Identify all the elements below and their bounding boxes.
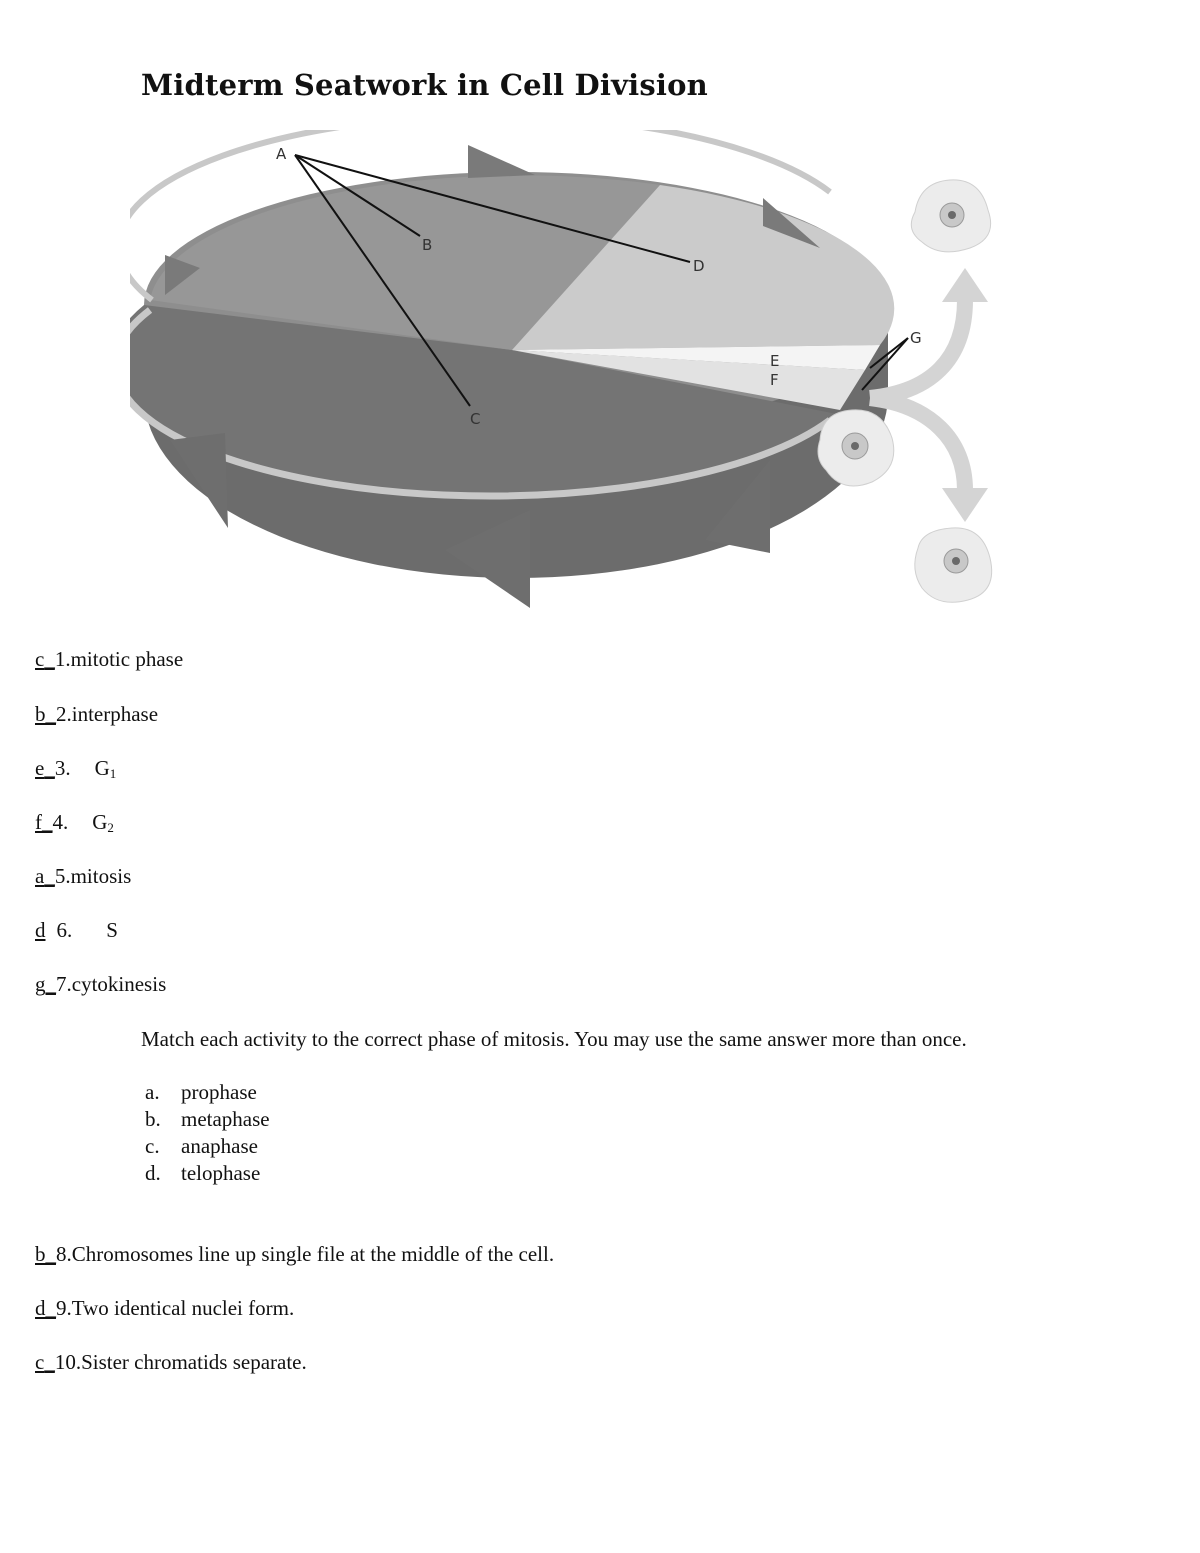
option-b <box>145 1107 270 1132</box>
question-4 <box>35 810 114 836</box>
label-g: G <box>910 329 922 347</box>
question-9 <box>35 1296 294 1321</box>
cytokinesis-arrowhead-up <box>942 268 988 302</box>
answer: f_ <box>35 810 53 834</box>
answer: b_ <box>35 702 56 726</box>
question-text: mitosis <box>70 864 132 888</box>
option-letter: d. <box>145 1161 161 1185</box>
option-d <box>145 1161 260 1186</box>
option-text: metaphase <box>181 1107 270 1131</box>
question-number: 6. <box>56 918 73 942</box>
question-number: 10. <box>54 1350 82 1374</box>
subscript: 2 <box>107 820 114 835</box>
label-b: B <box>422 236 433 254</box>
option-c <box>145 1134 258 1159</box>
label-c: C <box>470 410 481 428</box>
question-number: 7. <box>56 972 72 996</box>
question-text: G <box>92 810 108 834</box>
answer: a_ <box>35 864 55 888</box>
arrow-fin-bottom-left <box>170 433 228 528</box>
cell-cycle-diagram <box>130 130 1030 620</box>
question-text: interphase <box>71 702 159 726</box>
label-a: A <box>276 145 287 163</box>
cytokinesis-arrowhead-down <box>942 488 988 522</box>
question-8 <box>35 1242 554 1267</box>
cell-icon-middle <box>818 410 894 486</box>
question-3 <box>35 756 116 782</box>
option-letter: c. <box>145 1134 160 1158</box>
answer: c_ <box>35 1350 55 1374</box>
option-letter: a. <box>145 1080 160 1104</box>
label-d: D <box>693 257 705 275</box>
subscript: 1 <box>109 766 117 781</box>
option-letter: b. <box>145 1107 161 1131</box>
question-number: 4. <box>52 810 69 834</box>
label-f: F <box>770 371 779 389</box>
question-text: S <box>106 918 118 942</box>
question-text: Sister chromatids separate. <box>81 1350 307 1374</box>
question-1 <box>35 647 183 672</box>
question-5 <box>35 864 131 889</box>
question-6 <box>35 918 118 943</box>
label-e: E <box>770 352 780 370</box>
answer: g_ <box>35 972 56 996</box>
question-2 <box>35 702 158 727</box>
question-number: 2. <box>56 702 72 726</box>
page-title: Midterm Seatwork in Cell Division <box>141 68 708 102</box>
question-10 <box>35 1350 307 1375</box>
question-number: 8. <box>56 1242 72 1266</box>
question-text: cytokinesis <box>71 972 167 996</box>
question-number: 9. <box>56 1296 72 1320</box>
question-number: 5. <box>54 864 71 888</box>
question-text: Chromosomes line up single file at the middle of the cell. <box>71 1242 555 1266</box>
answer: b_ <box>35 1242 56 1266</box>
question-text: G <box>94 756 110 780</box>
cell-icon-bottom <box>915 528 992 602</box>
question-7 <box>35 972 166 997</box>
option-text: prophase <box>181 1080 257 1104</box>
option-a <box>145 1080 257 1105</box>
arrow-fin-top <box>468 145 535 178</box>
question-text: mitotic phase <box>70 647 184 671</box>
answer: e_ <box>35 756 55 780</box>
answer: d <box>35 918 46 942</box>
answer: d_ <box>35 1296 56 1320</box>
cell-icon-top <box>911 180 990 252</box>
option-text: anaphase <box>181 1134 258 1158</box>
option-text: telophase <box>181 1161 261 1185</box>
instructions: Match each activity to the correct phase of mitosis. You may use the same answer more than once. <box>141 1027 967 1051</box>
question-number: 3. <box>54 756 71 780</box>
question-number: 1. <box>54 647 71 671</box>
answer: c_ <box>35 647 55 671</box>
question-text: Two identical nuclei form. <box>71 1296 295 1320</box>
